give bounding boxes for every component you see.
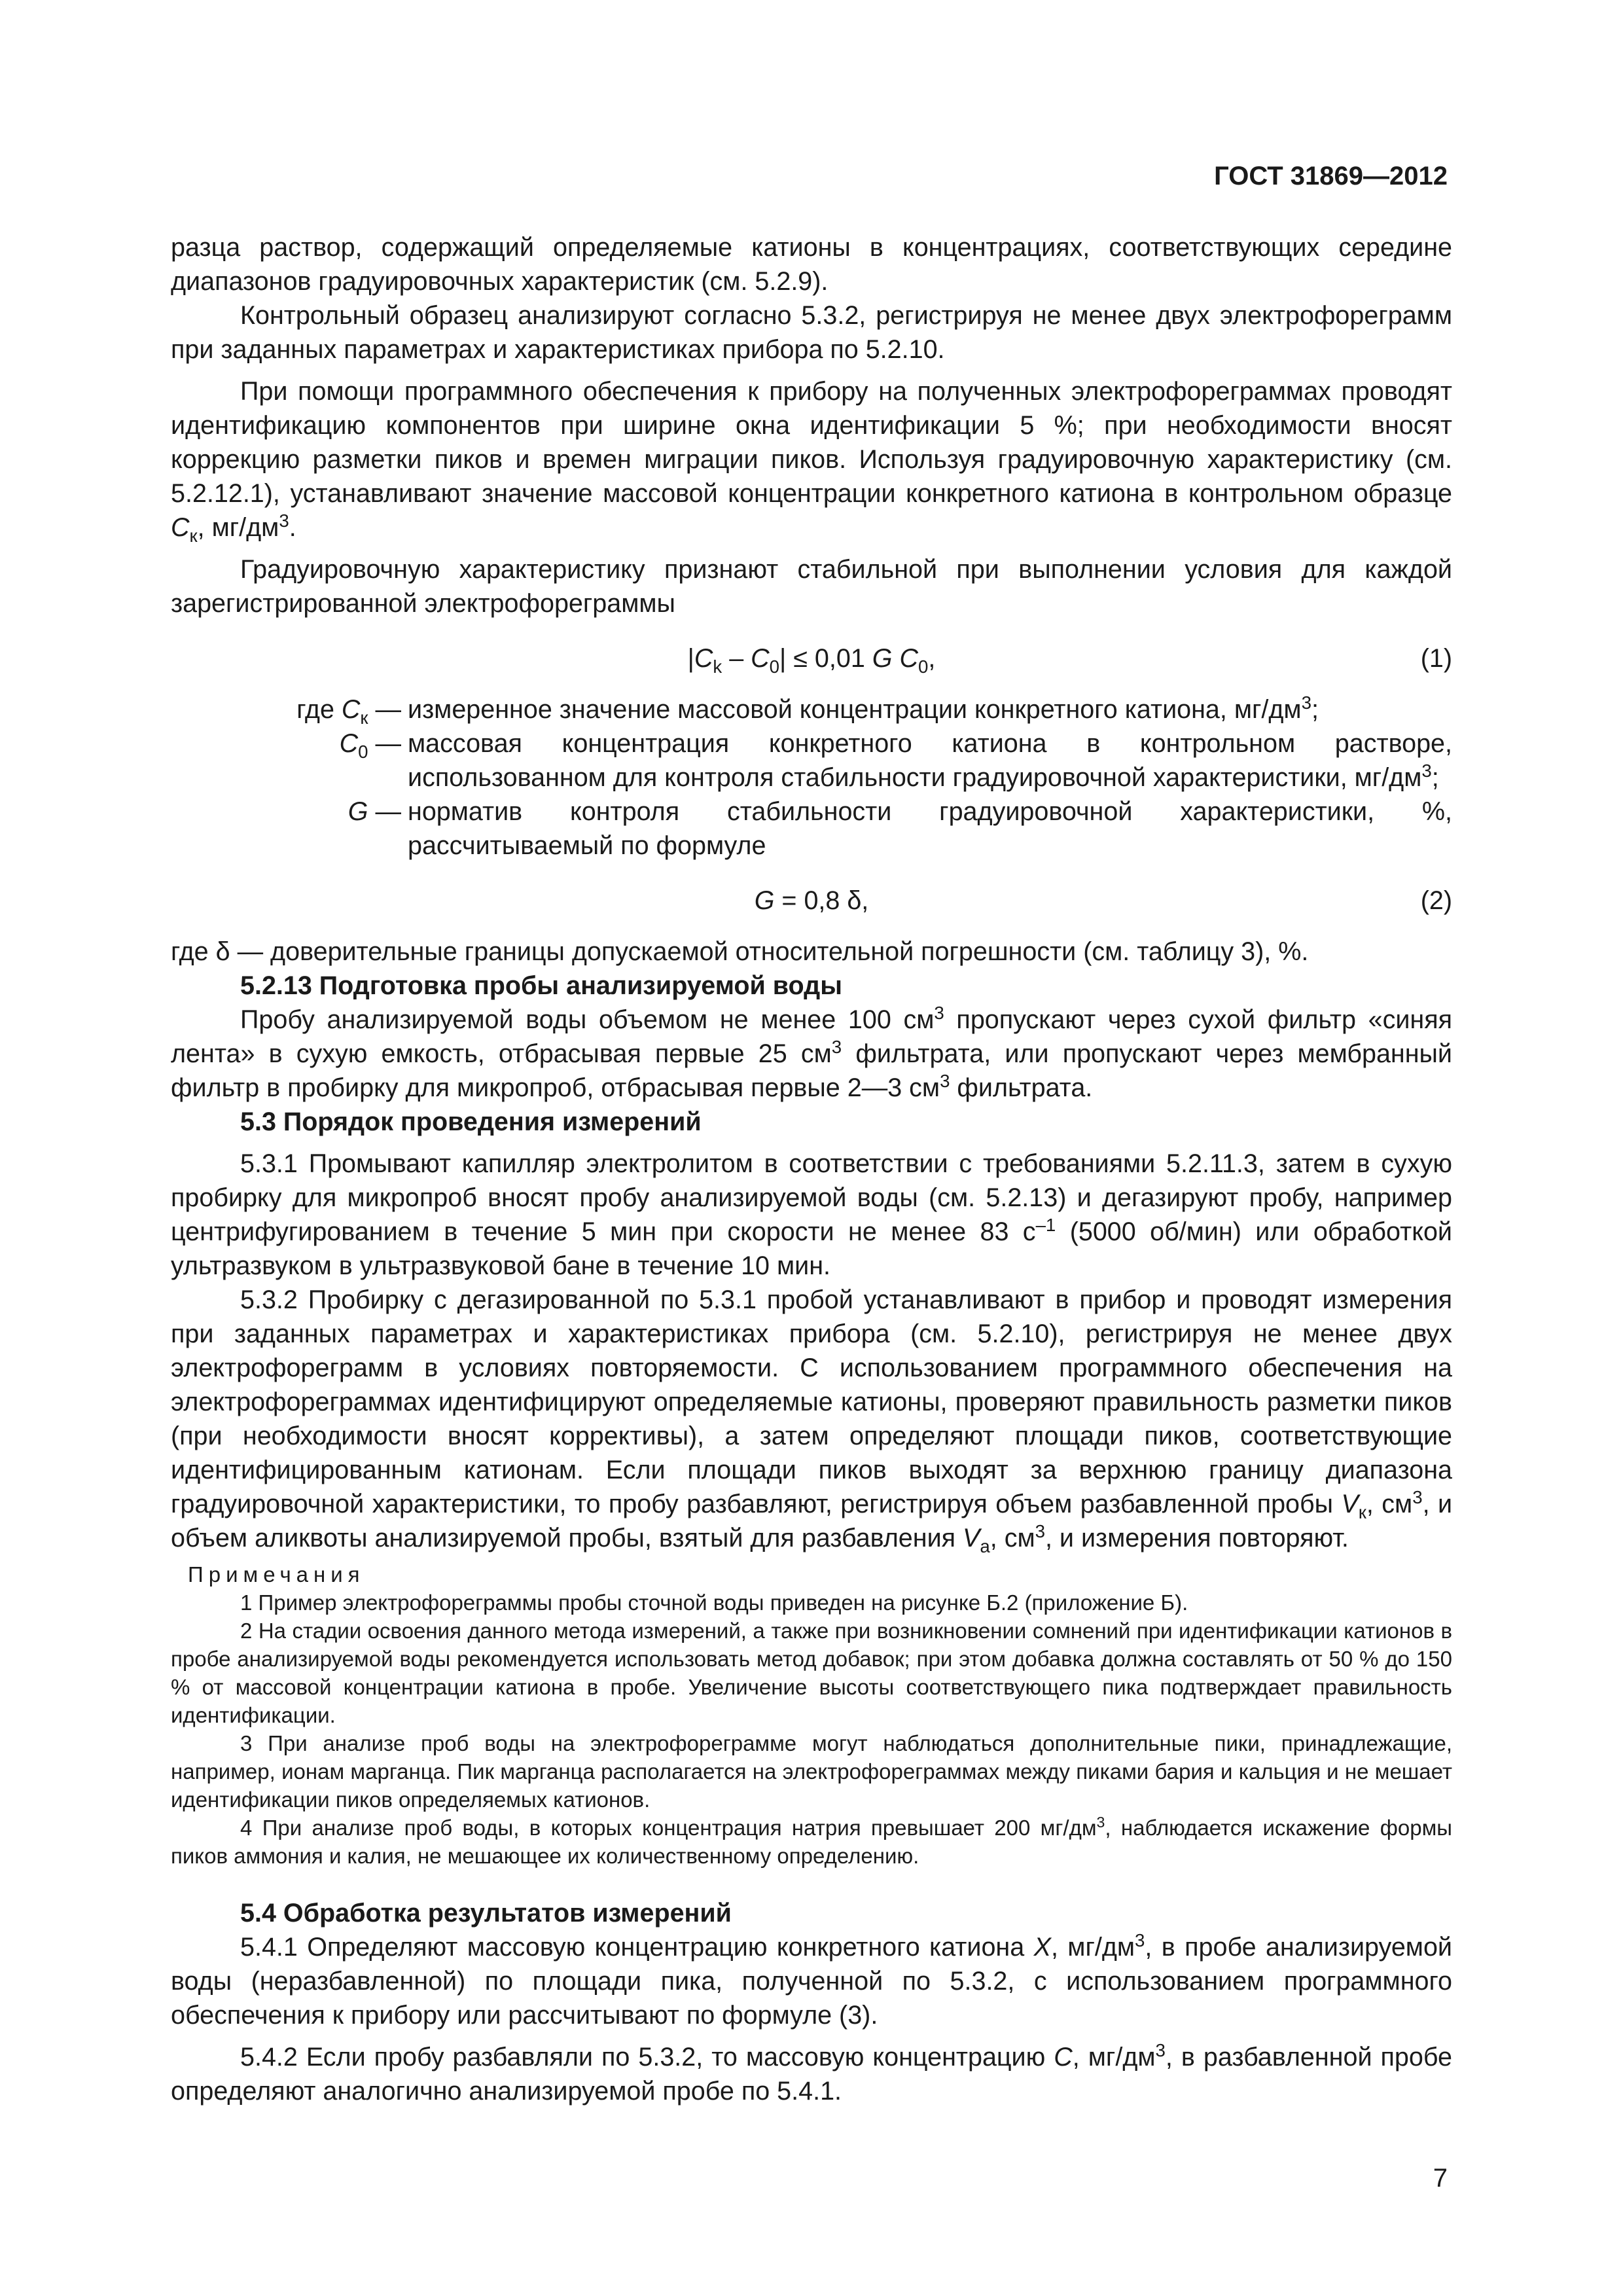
page-number: 7 xyxy=(1433,2164,1448,2193)
note-item: 1 Пример электрофореграммы пробы сточной воды приведен на рисунке Б.2 (приложение Б). xyxy=(240,1590,1188,1615)
note-item: 2 На стадии освоения данного метода измерений, а также при возникновении сомнений при идентификации катионов в пробе анализируемой воды рекомендуется использовать метод добавок; при этом добавка должна составлять от 50 % до 150 % от массовой концентрации катиона в пробе. Увеличение высоты соответствующего пика подтверждает правильность идентификации. xyxy=(171,1619,1452,1727)
delta-definition: где δ — доверительные границы допускаемой относительной погрешности (см. таблицу 3), %. xyxy=(171,937,1309,966)
formula-number: (2) xyxy=(1420,886,1452,915)
page-body xyxy=(171,230,1452,2108)
paragraph: разца раствор, содержащий определяемые катионы в концентрациях, соответствующих середине диапазонов градуировочных характеристик (см. 5.2.9). xyxy=(171,233,1452,296)
document-code: ГОСТ 31869—2012 xyxy=(1214,162,1448,190)
paragraph: Градуировочную характеристику признают стабильной при выполнении условия для каждой зарегистрированной электрофореграммы xyxy=(171,555,1452,618)
note-item: 3 При анализе проб воды на электрофореграмме могут наблюдаться дополнительные пики, принадлежащие, например, ионам марганца. Пик марганца располагается на электрофореграммах между пиками бария и кальция и не мешает идентификации пиков определяемых катионов. xyxy=(171,1731,1452,1812)
paragraph: При помощи программного обеспечения к прибору на полученных электрофореграммах проводят идентификацию компонентов при ширине окна идентификации 5 %; при необходимости вносят коррекцию разметки пиков и времен миграции пиков. Используя градуировочную характеристику (см. 5.2.12.1), устанавливают значение массовой концентрации конкретного катиона в контрольном образце $C_к$, $мг/дм^3$. xyxy=(171,377,1452,546)
formula-number: (1) xyxy=(1420,644,1452,673)
paragraph: Контрольный образец анализируют согласно 5.3.2, регистрируя не менее двух электрофореграмм при заданных параметрах и характеристиках прибора по 5.2.10. xyxy=(171,301,1452,364)
paragraph: 5.3.1 Промывают капилляр электролитом в соответствии с требованиями 5.2.11.3, затем в сухую пробирку для микропроб вносят пробу анализируемой воды (см. 5.2.13) и дегазируют пробу, например центрифугированием в течение 5 мин при скорости не менее 83 $с^{-1}$ (5000 об/мин) или обработкой ультразвуком в ультразвуковой бане в течение 10 мин. xyxy=(171,1149,1452,1280)
paragraph: 5.3.2 Пробирку с дегазированной по 5.3.1 пробой устанавливают в прибор и проводят измерения при заданных параметрах и характеристиках прибора (см. 5.2.10), регистрируя не менее двух электрофореграмм в условиях повторяемости. С использованием программного обеспечения на электрофореграммах идентифицируют определяемые катионы, проверяют правильность разметки пиков (при необходимости вносят коррективы), а затем определяют площади пиков, соответствующие идентифицированным катионам. Если площади пиков выходят за верхнюю границу диапазона градуировочной характеристики, то пробу разбавляют, регистрируя объем разбавленной пробы $V_к$, $см^3$, и объем аликвоты анализируемой пробы, взятый для разбавления $V_a$, $см^3$, и измерения повторяют. xyxy=(171,1285,1453,1556)
section-heading-5-2-13: 5.2.13 Подготовка пробы анализируемой воды xyxy=(240,971,842,1000)
definition-row: G — норматив контроля стабильности градуировочной характеристики, %, рассчитываемый по формуле xyxy=(348,797,1452,860)
notes-block xyxy=(171,1560,1452,1870)
definition-row: где $C_к$ — измеренное значение массовой концентрации конкретного катиона, $мг/дм^3$; xyxy=(296,692,1319,728)
paragraph: Пробу анализируемой воды объемом не менее 100 $см^3$ пропускают через сухой фильтр «синяя лента» в сухую емкость, отбрасывая первые 25 $см^3$ фильтрата, или пропускают через мембранный фильтр в пробирку для микропроб, отбрасывая первые 2—3 $см^3$ фильтрата. xyxy=(171,1002,1452,1102)
paragraph: 5.4.2 Если пробу разбавляли по 5.3.2, то массовую концентрацию C, $мг/дм^3$, в разбавленной пробе определяют аналогично анализируемой пробе по 5.4.1. xyxy=(171,2039,1452,2106)
formula-1-definitions xyxy=(171,692,1452,863)
formula-1: $|C_k - C_0| \le 0,01$ G $C_0$, (1) xyxy=(171,641,1452,675)
paragraph: 5.4.1 Определяют массовую концентрацию конкретного катиона X, $мг/дм^3$, в пробе анализируемой воды (неразбавленной) по площади пика, полученной по 5.3.2, с использованием программного обеспечения к прибору или рассчитывают по формуле (3). xyxy=(171,1929,1452,2030)
notes-title: Примечания xyxy=(188,1562,365,1587)
section-heading-5-3: 5.3 Порядок проведения измерений xyxy=(240,1107,702,1136)
formula-2: G = 0,8 δ, (2) xyxy=(171,884,1452,918)
definition-row: $C_0$ — массовая концентрация конкретного катиона в контрольном растворе, использованном для контроля стабильности градуировочной характеристики, $мг/дм^3$; xyxy=(339,729,1452,792)
note-item: 4 При анализе проб воды, в которых концентрация натрия превышает 200 $мг/дм^3$, наблюдается искажение формы пиков аммония и калия, не мешающее их количественному определению. xyxy=(171,1814,1452,1868)
section-heading-5-4: 5.4 Обработка результатов измерений xyxy=(240,1899,732,1928)
